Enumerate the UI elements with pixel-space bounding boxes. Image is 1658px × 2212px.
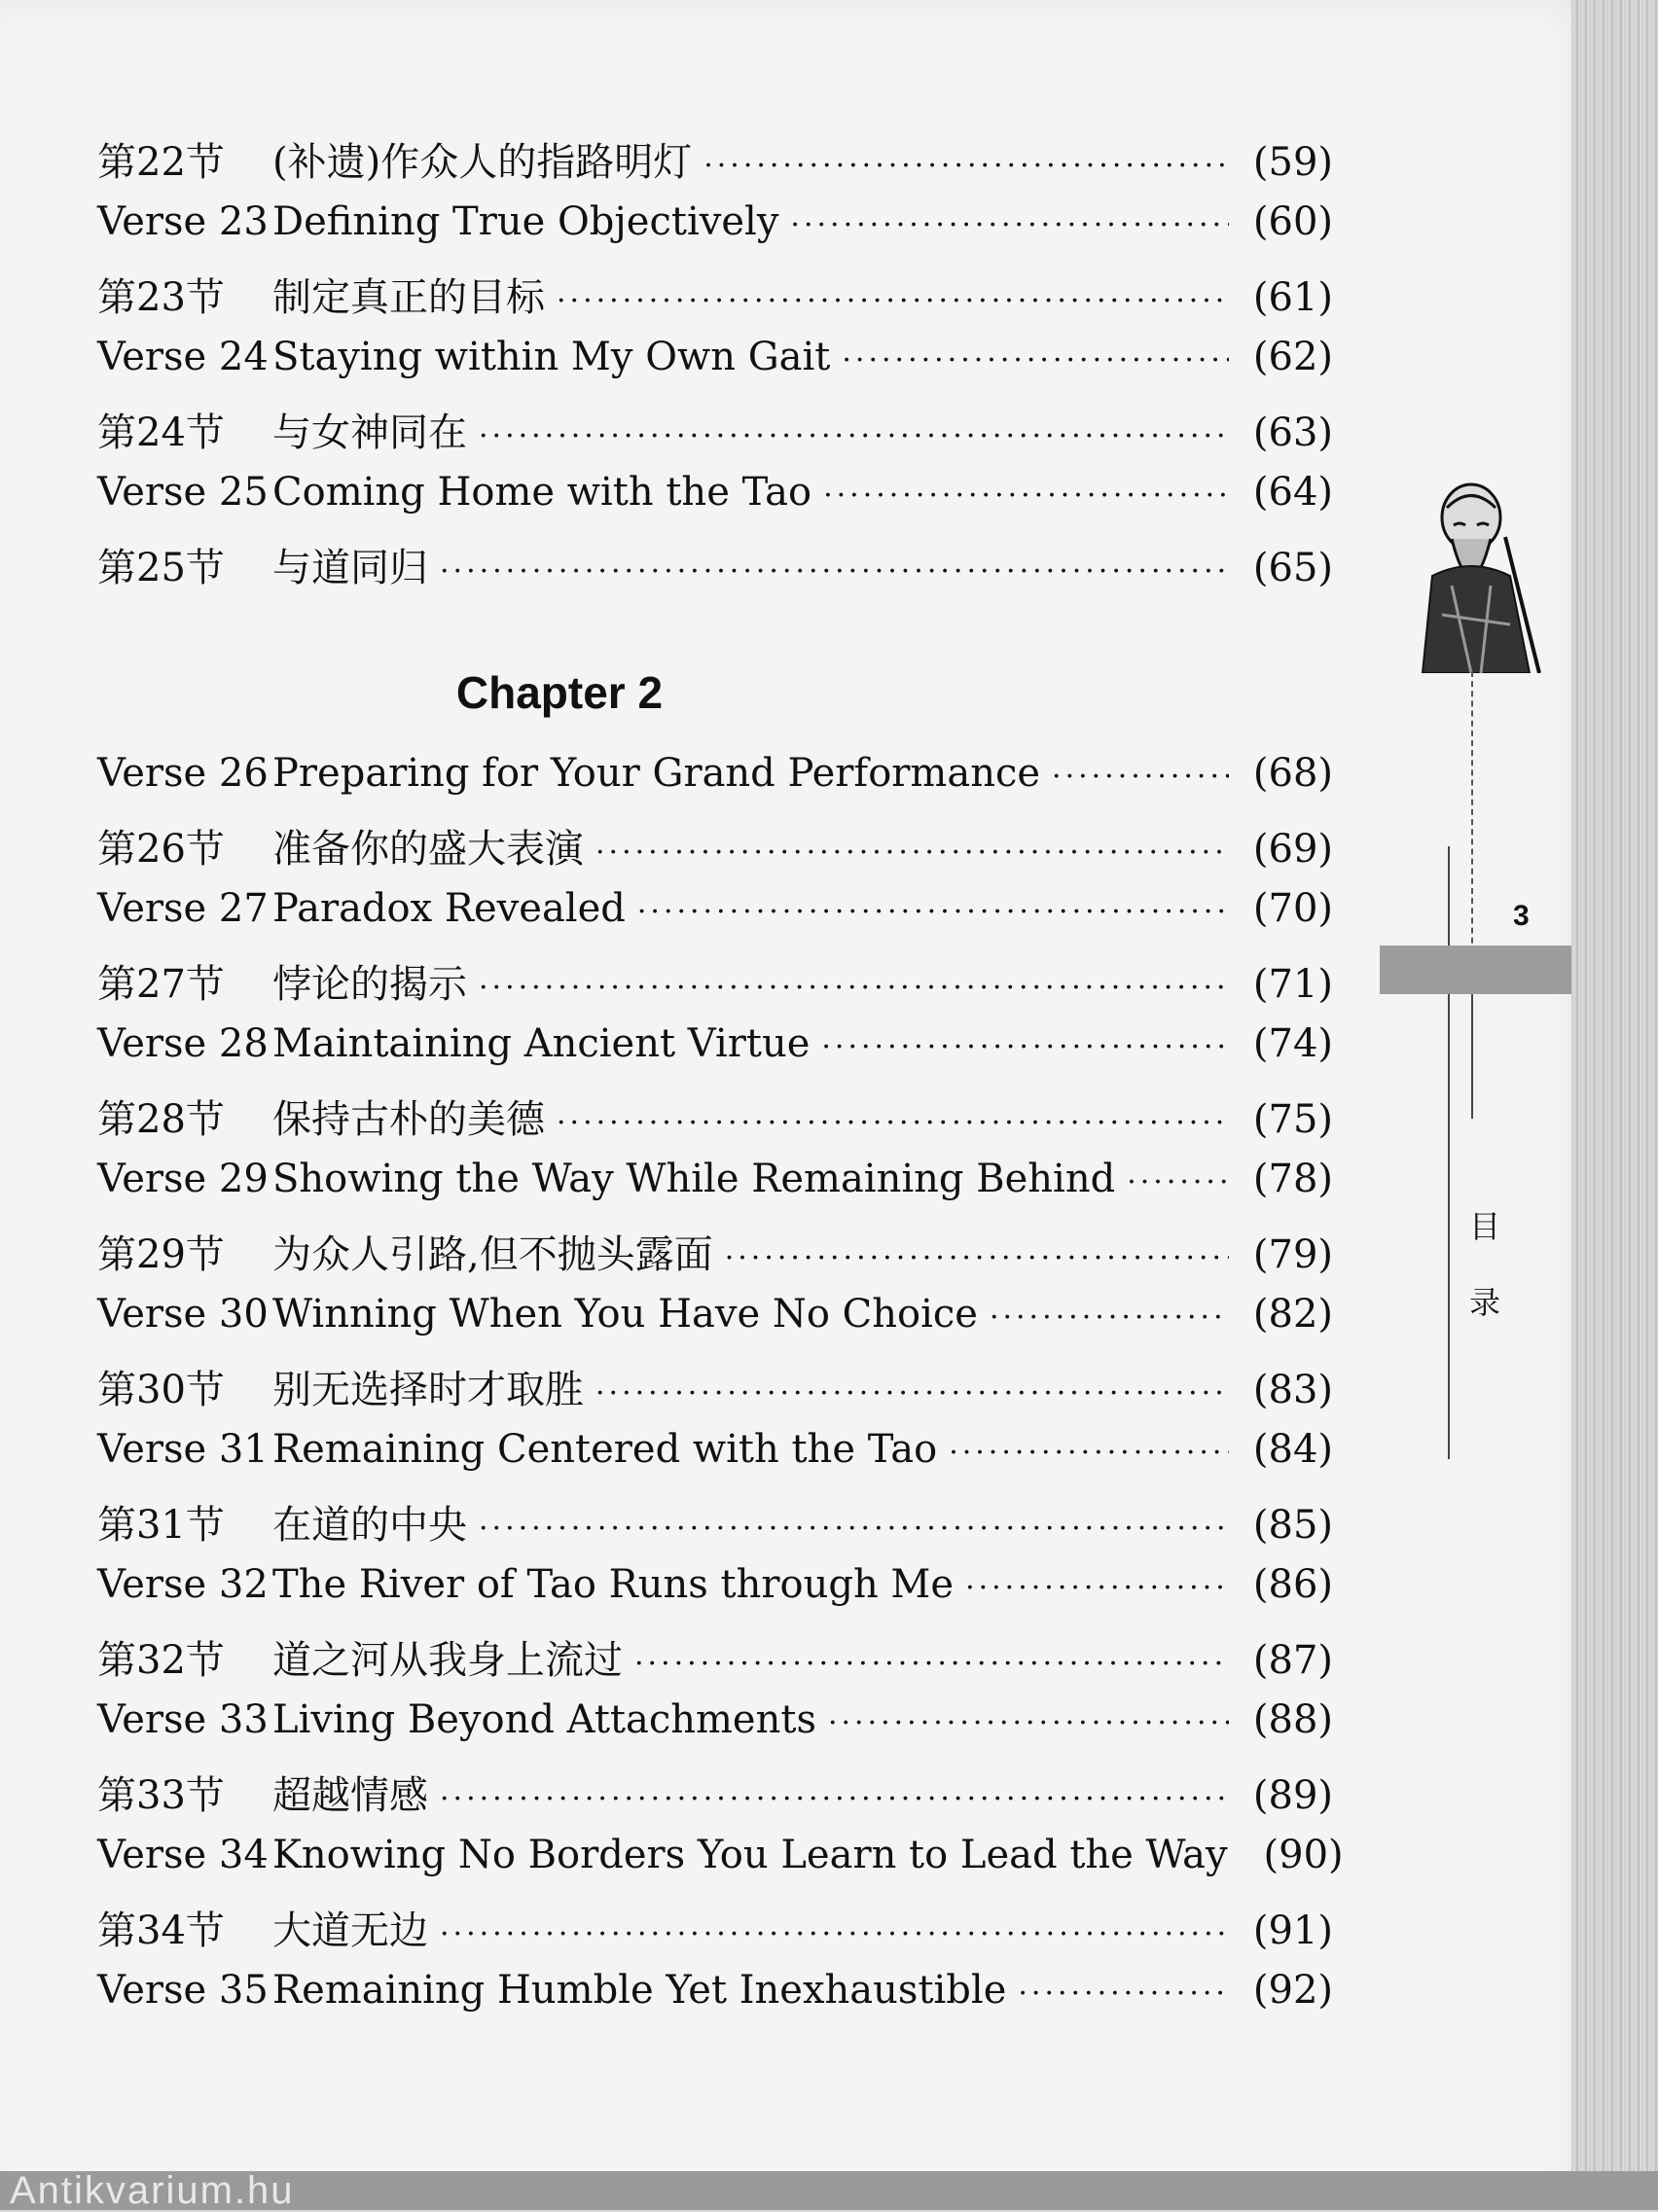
toc-entry bbox=[97, 335, 1333, 403]
toc-entry-title: 保持古朴的美德 bbox=[272, 1097, 545, 1142]
toc-entry-page: (71) bbox=[1252, 962, 1333, 1007]
toc-entry-number: Verse 34 bbox=[97, 1832, 269, 1877]
toc-entry-title: Living Beyond Attachments bbox=[272, 1696, 816, 1742]
toc-group-chapter-2 bbox=[97, 750, 1344, 2036]
toc-leader-dots bbox=[595, 836, 1229, 870]
toc-entry bbox=[97, 537, 1333, 605]
toc-entry-page: (68) bbox=[1252, 750, 1333, 796]
toc-entry bbox=[97, 470, 1333, 538]
toc-leader-dots bbox=[823, 479, 1229, 513]
toc-entry-title: Winning When You Have No Choice bbox=[272, 1291, 978, 1337]
decorative-line bbox=[1448, 846, 1450, 1459]
toc-entry-page: (62) bbox=[1252, 334, 1333, 379]
toc-leader-dots bbox=[479, 419, 1229, 453]
toc-entry-page: (65) bbox=[1252, 546, 1333, 590]
toc-entry-number: Verse 24 bbox=[97, 334, 269, 379]
toc-entry-page: (59) bbox=[1252, 140, 1333, 185]
toc-leader-dots bbox=[965, 1571, 1229, 1605]
toc-leader-dots bbox=[703, 149, 1229, 183]
toc-leader-dots bbox=[990, 1301, 1229, 1335]
toc-leader-dots bbox=[634, 1647, 1229, 1681]
toc-leader-dots bbox=[725, 1241, 1229, 1275]
toc-entry bbox=[97, 131, 1333, 199]
table-of-contents bbox=[97, 131, 1344, 2035]
toc-entry-title: Remaining Centered with the Tao bbox=[272, 1426, 938, 1472]
toc-entry bbox=[97, 1562, 1333, 1630]
toc-entry-title: Paradox Revealed bbox=[272, 885, 626, 931]
toc-entry-number: Verse 27 bbox=[97, 885, 269, 931]
toc-leader-dots bbox=[440, 1782, 1229, 1816]
toc-entry bbox=[97, 1900, 1333, 1968]
toc-entry-page: (64) bbox=[1252, 469, 1333, 515]
toc-entry-title: Staying within My Own Gait bbox=[272, 334, 831, 379]
toc-entry-page: (91) bbox=[1252, 1909, 1333, 1953]
toc-entry-page: (63) bbox=[1252, 410, 1333, 455]
toc-group-chapter-1 bbox=[97, 131, 1333, 605]
toc-entry-title: 准备你的盛大表演 bbox=[272, 827, 584, 872]
decorative-dashed-line bbox=[1471, 671, 1473, 963]
toc-entry bbox=[97, 953, 1333, 1021]
toc-entry bbox=[97, 1494, 1333, 1562]
toc-entry-number: Verse 32 bbox=[97, 1561, 269, 1607]
toc-entry-number: 第25节 bbox=[97, 546, 225, 590]
toc-entry-page: (75) bbox=[1252, 1097, 1333, 1142]
toc-entry-page: (69) bbox=[1252, 827, 1333, 872]
toc-entry-page: (61) bbox=[1252, 275, 1333, 320]
toc-entry-title: 别无选择时才取胜 bbox=[272, 1368, 584, 1412]
toc-entry-number: 第26节 bbox=[97, 827, 225, 872]
toc-entry-number: 第27节 bbox=[97, 962, 225, 1007]
toc-entry-page: (87) bbox=[1252, 1638, 1333, 1683]
toc-entry-page: (82) bbox=[1252, 1291, 1333, 1337]
toc-entry-page: (89) bbox=[1252, 1773, 1333, 1818]
toc-entry-title: 大道无边 bbox=[272, 1909, 428, 1953]
chapter-heading: Chapter 2 bbox=[455, 666, 664, 718]
toc-entry bbox=[97, 199, 1333, 268]
toc-entry-page: (83) bbox=[1252, 1368, 1333, 1412]
toc-entry-title: 在道的中央 bbox=[272, 1503, 467, 1548]
toc-entry-number: Verse 25 bbox=[97, 469, 269, 515]
toc-entry bbox=[97, 751, 1333, 819]
toc-entry-number: Verse 33 bbox=[97, 1696, 269, 1742]
toc-entry-number: 第22节 bbox=[97, 140, 225, 185]
toc-entry-title: 制定真正的目标 bbox=[272, 275, 545, 320]
toc-entry-number: 第24节 bbox=[97, 410, 225, 455]
toc-entry bbox=[97, 1157, 1333, 1225]
section-label bbox=[1465, 1189, 1504, 1340]
toc-entry-number: Verse 31 bbox=[97, 1426, 269, 1472]
toc-entry-number: 第31节 bbox=[97, 1503, 225, 1548]
toc-entry-title: 为众人引路,但不抛头露面 bbox=[272, 1232, 713, 1277]
toc-entry-number: 第33节 bbox=[97, 1773, 225, 1818]
toc-entry-number: Verse 23 bbox=[97, 198, 269, 244]
toc-leader-dots bbox=[595, 1376, 1229, 1410]
toc-leader-dots bbox=[828, 1706, 1229, 1740]
page-tab-bar bbox=[1380, 945, 1589, 994]
toc-entry-title: 道之河从我身上流过 bbox=[272, 1638, 623, 1683]
toc-leader-dots bbox=[557, 1106, 1229, 1140]
toc-entry-page: (88) bbox=[1252, 1696, 1333, 1742]
toc-entry-number: 第30节 bbox=[97, 1368, 225, 1412]
toc-entry bbox=[97, 267, 1333, 335]
toc-entry bbox=[97, 1292, 1333, 1360]
toc-entry-number: Verse 35 bbox=[97, 1967, 269, 2013]
toc-entry-title: Defining True Objectively bbox=[272, 198, 779, 244]
toc-leader-dots bbox=[557, 284, 1229, 318]
toc-entry-number: 第28节 bbox=[97, 1097, 225, 1142]
toc-leader-dots bbox=[1052, 760, 1229, 794]
page-edge bbox=[1571, 0, 1658, 2210]
watermark: Antikvarium.hu bbox=[0, 2171, 1658, 2210]
toc-entry-number: Verse 29 bbox=[97, 1156, 269, 1201]
toc-entry-number: 第23节 bbox=[97, 275, 225, 320]
toc-entry-title: The River of Tao Runs through Me bbox=[272, 1561, 955, 1607]
toc-entry bbox=[97, 1697, 1333, 1766]
toc-entry bbox=[97, 1224, 1333, 1292]
toc-leader-dots bbox=[821, 1030, 1229, 1064]
toc-entry bbox=[97, 402, 1333, 470]
toc-entry-number: 第29节 bbox=[97, 1232, 225, 1277]
toc-entry-title: Preparing for Your Grand Performance bbox=[272, 750, 1041, 796]
toc-leader-dots bbox=[842, 343, 1229, 377]
toc-entry bbox=[97, 818, 1333, 886]
toc-entry-page: (86) bbox=[1252, 1561, 1333, 1607]
toc-leader-dots bbox=[949, 1436, 1229, 1470]
toc-leader-dots bbox=[637, 895, 1229, 929]
toc-entry-title: 超越情感 bbox=[272, 1773, 428, 1818]
toc-entry bbox=[97, 1832, 1344, 1901]
toc-entry-page: (78) bbox=[1252, 1156, 1333, 1201]
toc-entry-page: (85) bbox=[1252, 1503, 1333, 1548]
toc-entry-number: Verse 26 bbox=[97, 750, 269, 796]
toc-entry-page: (79) bbox=[1252, 1232, 1333, 1277]
toc-entry bbox=[97, 1021, 1333, 1089]
toc-leader-dots bbox=[790, 208, 1229, 242]
toc-entry-title: Knowing No Borders You Learn to Lead the Way bbox=[272, 1832, 1228, 1877]
toc-entry-title: (补遗)作众人的指路明灯 bbox=[272, 140, 693, 185]
toc-entry-title: 悖论的揭示 bbox=[272, 962, 467, 1007]
toc-entry-title: 与道同归 bbox=[272, 546, 428, 590]
toc-entry-page: (70) bbox=[1252, 885, 1333, 931]
toc-entry-page: (60) bbox=[1252, 198, 1333, 244]
section-label-char-1: 目 bbox=[1468, 1208, 1500, 1245]
toc-entry-number: Verse 28 bbox=[97, 1020, 269, 1066]
toc-leader-dots bbox=[479, 971, 1229, 1005]
toc-entry-title: 与女神同在 bbox=[272, 410, 467, 455]
toc-entry-title: Remaining Humble Yet Inexhaustible bbox=[272, 1967, 1007, 2013]
toc-leader-dots bbox=[440, 1917, 1229, 1951]
toc-entry-page: (74) bbox=[1252, 1020, 1333, 1066]
toc-entry-title: Showing the Way While Remaining Behind bbox=[272, 1156, 1116, 1201]
toc-entry-page: (84) bbox=[1252, 1426, 1333, 1472]
toc-entry bbox=[97, 1765, 1333, 1833]
toc-entry-title: Coming Home with the Tao bbox=[272, 469, 812, 515]
toc-entry-page: (90) bbox=[1263, 1832, 1344, 1877]
toc-entry-number: 第32节 bbox=[97, 1638, 225, 1683]
toc-entry bbox=[97, 1629, 1333, 1697]
toc-leader-dots bbox=[440, 554, 1229, 589]
toc-entry bbox=[97, 886, 1333, 954]
section-label-char-2: 录 bbox=[1468, 1284, 1500, 1321]
toc-entry bbox=[97, 1968, 1333, 2036]
toc-entry-title: Maintaining Ancient Virtue bbox=[272, 1020, 811, 1066]
toc-entry-number: 第34节 bbox=[97, 1909, 225, 1953]
decorative-line-right bbox=[1471, 973, 1473, 1119]
toc-entry-page: (92) bbox=[1252, 1967, 1333, 2013]
toc-entry bbox=[97, 1088, 1333, 1157]
toc-leader-dots bbox=[1018, 1977, 1229, 2011]
toc-leader-dots bbox=[479, 1512, 1229, 1546]
toc-entry bbox=[97, 1359, 1333, 1427]
toc-entry bbox=[97, 1427, 1333, 1495]
page-number: 3 bbox=[1513, 900, 1530, 932]
toc-entry-number: Verse 30 bbox=[97, 1291, 269, 1337]
sage-portrait-icon bbox=[1393, 479, 1559, 673]
toc-leader-dots bbox=[1127, 1165, 1229, 1199]
